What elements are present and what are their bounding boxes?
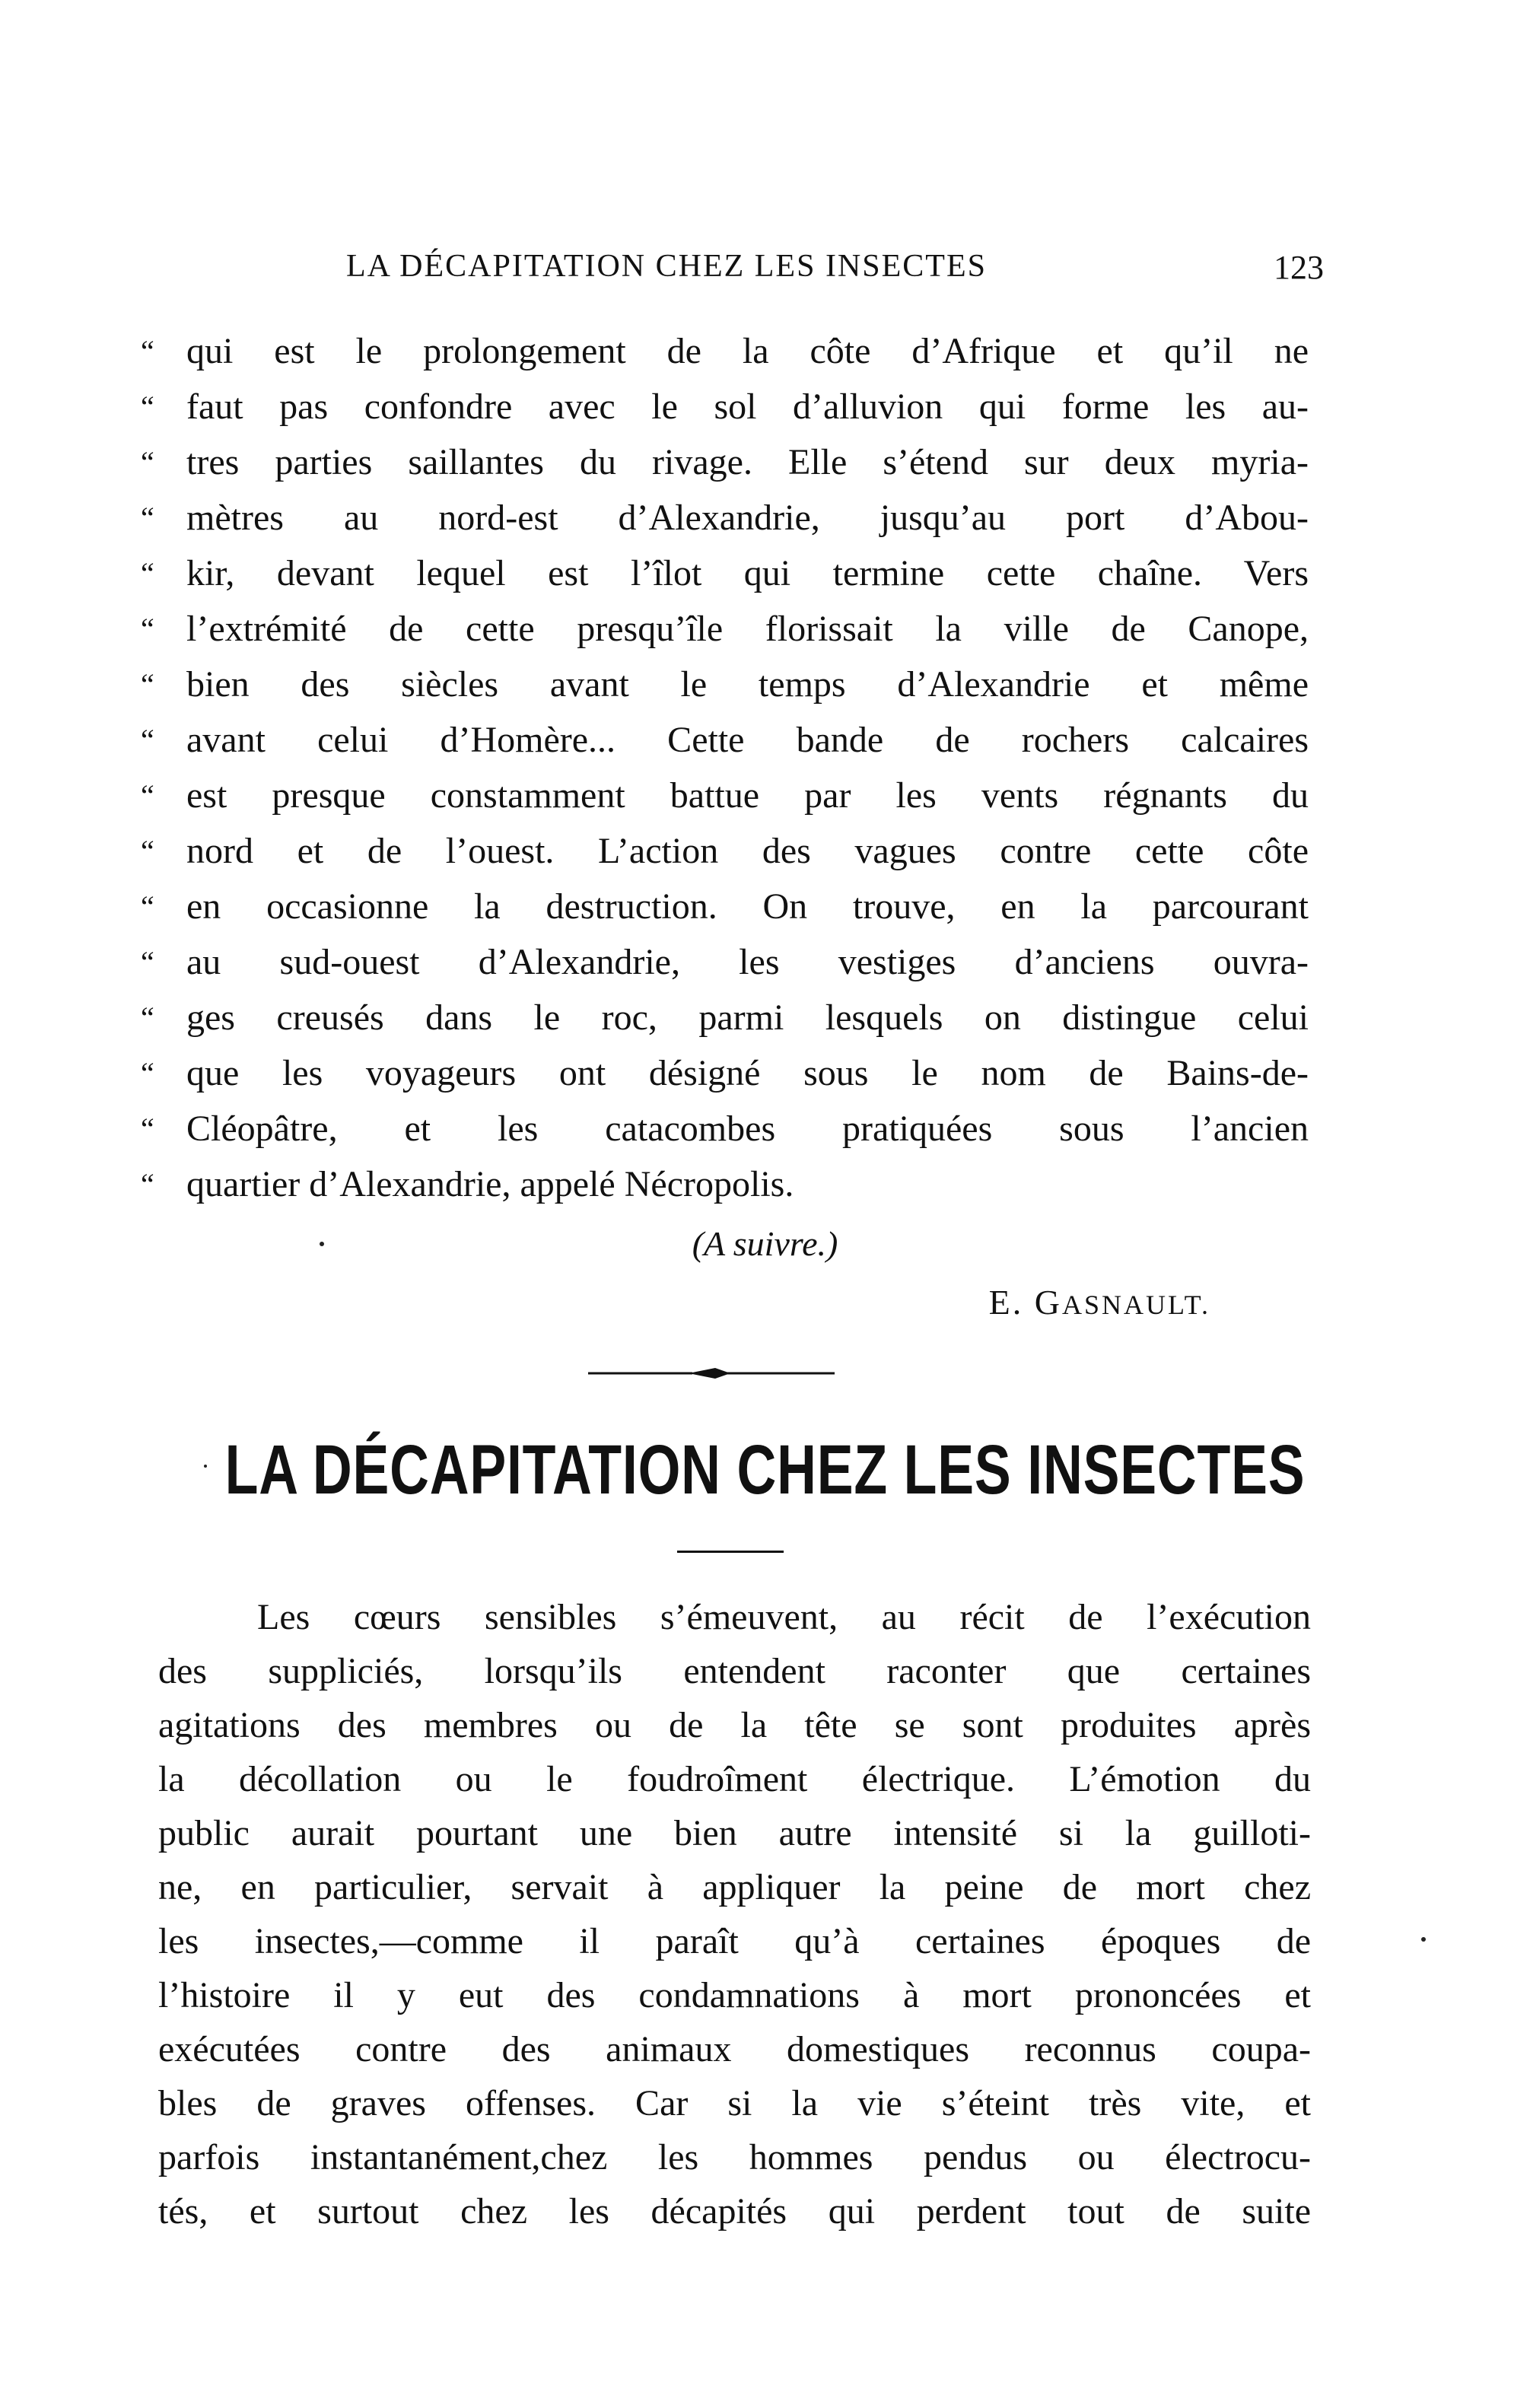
quote-line-text: l’extrémité de cette presqu’île florissait la ville de Canope, <box>186 609 1309 649</box>
quote-mark: “ <box>141 723 154 757</box>
quote-line-text: bien des siècles avant le temps d’Alexandrie et même <box>186 664 1309 705</box>
body-line: Les cœurs sensibles s’émeuvent, au récit de l’exécution <box>257 1597 1311 1637</box>
quote-line-text: kir, devant lequel est l’îlot qui termine cette chaîne. Vers <box>186 553 1309 593</box>
body-line: ne, en particulier, servait à appliquer la peine de mort chez <box>158 1867 1311 1907</box>
quote-mark: “ <box>141 1112 154 1146</box>
quote-line <box>141 768 1309 823</box>
quote-line <box>141 434 1309 490</box>
quote-line <box>141 657 1309 712</box>
quote-line <box>141 934 1309 990</box>
quote-line <box>141 490 1309 546</box>
quote-line-text: que les voyageurs ont désigné sous le nom de Bains-de- <box>186 1053 1309 1093</box>
quote-line <box>141 990 1309 1045</box>
quote-mark: “ <box>141 501 154 535</box>
title-underline-rule <box>677 1551 784 1553</box>
page-number: 123 <box>1274 249 1324 286</box>
print-speck <box>320 1242 324 1246</box>
quoted-passage <box>141 323 1309 1212</box>
quote-line-text: qui est le prolongement de la côte d’Afrique et qu’il ne <box>186 331 1309 371</box>
quote-line <box>141 712 1309 768</box>
quote-mark: “ <box>141 889 154 924</box>
article-title: LA DÉCAPITATION CHEZ LES INSECTES <box>224 1431 1306 1509</box>
quote-mark: “ <box>141 834 154 868</box>
quote-line <box>141 379 1309 434</box>
print-speck <box>204 1465 207 1468</box>
quote-mark: “ <box>141 612 154 646</box>
quote-line-text: au sud-ouest d’Alexandrie, les vestiges d’anciens ouvra- <box>186 942 1309 982</box>
quote-line-text: quartier d’Alexandrie, appelé Nécropolis. <box>186 1164 794 1204</box>
quote-line-text: nord et de l’ouest. L’action des vagues contre cette côte <box>186 831 1309 871</box>
author-surname-smallcaps: ASNAULT. <box>1061 1290 1210 1320</box>
body-line: public aurait pourtant une bien autre intensité si la guilloti- <box>158 1813 1311 1853</box>
quote-mark: “ <box>141 556 154 590</box>
author-initial: E. G <box>988 1283 1062 1322</box>
quote-line <box>141 1156 1309 1212</box>
quote-mark: “ <box>141 945 154 979</box>
quote-mark: “ <box>141 1167 154 1201</box>
quote-line <box>141 879 1309 934</box>
running-head <box>152 248 1324 294</box>
body-line: parfois instantanément,chez les hommes pendus ou électrocu- <box>158 2137 1311 2177</box>
quote-line-text: est presque constamment battue par les vents régnants du <box>186 775 1309 816</box>
quote-mark: “ <box>141 667 154 701</box>
quote-line <box>141 546 1309 601</box>
quote-mark: “ <box>141 445 154 479</box>
quote-line-text: tres parties saillantes du rivage. Elle s’étend sur deux myria- <box>186 442 1309 482</box>
quote-line-text: mètres au nord-est d’Alexandrie, jusqu’au port d’Abou- <box>186 498 1309 538</box>
quote-mark: “ <box>141 1056 154 1090</box>
quote-line <box>141 323 1309 379</box>
body-line: la décollation ou le foudroîment électrique. L’émotion du <box>158 1759 1311 1799</box>
print-speck <box>1421 1937 1426 1942</box>
quote-mark: “ <box>141 334 154 368</box>
quote-line-text: avant celui d’Homère... Cette bande de rochers calcaires <box>186 720 1309 760</box>
body-line: agitations des membres ou de la tête se sont produites après <box>158 1705 1311 1745</box>
quote-mark: “ <box>141 390 154 424</box>
body-line: exécutées contre des animaux domestiques reconnus coupa- <box>158 2029 1311 2069</box>
quote-mark: “ <box>141 778 154 813</box>
quote-line-text: Cléopâtre, et les catacombes pratiquées sous l’ancien <box>186 1109 1309 1149</box>
quote-mark: “ <box>141 1000 154 1035</box>
running-title: LA DÉCAPITATION CHEZ LES INSECTES <box>346 249 987 284</box>
body-line: tés, et surtout chez les décapités qui perdent tout de suite <box>158 2191 1311 2231</box>
body-line: l’histoire il y eut des condamnations à mort prononcées et <box>158 1975 1311 2015</box>
quote-line-text: faut pas confondre avec le sol d’alluvion qui forme les au- <box>186 386 1309 427</box>
body-line: bles de graves offenses. Car si la vie s’éteint très vite, et <box>158 2083 1311 2123</box>
body-line: les insectes,—comme il paraît qu’à certaines époques de <box>158 1921 1311 1961</box>
body-line: des suppliciés, lorsqu’ils entendent raconter que certaines <box>158 1651 1311 1691</box>
quote-line-text: ges creusés dans le roc, parmi lesquels on distingue celui <box>186 997 1309 1038</box>
quote-line-text: en occasionne la destruction. On trouve, en la parcourant <box>186 886 1309 927</box>
section-divider-ornament <box>582 1362 841 1385</box>
author-signature <box>989 1282 1210 1322</box>
continuation-note: (A suivre.) <box>692 1224 838 1263</box>
article-body <box>158 1590 1311 2238</box>
quote-line <box>141 1045 1309 1101</box>
quote-line <box>141 1101 1309 1156</box>
quote-line <box>141 823 1309 879</box>
quote-line <box>141 601 1309 657</box>
